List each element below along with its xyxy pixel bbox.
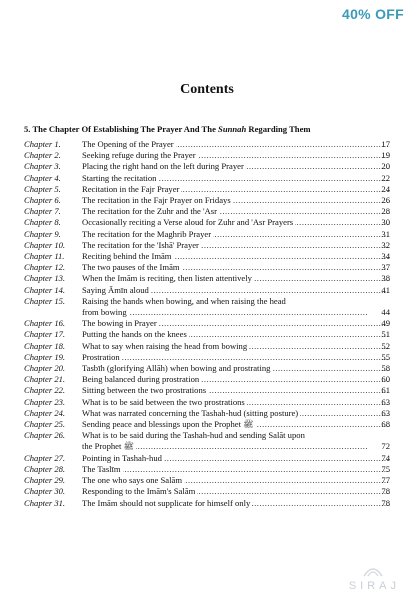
watermark-logo-icon (362, 564, 384, 578)
toc-row[interactable] (24, 453, 390, 464)
toc-row[interactable] (24, 352, 390, 363)
table-of-contents (24, 139, 390, 509)
page-number: 49 (381, 318, 390, 329)
page-number: 34 (381, 251, 390, 262)
page-number: 28 (381, 206, 390, 217)
chapter-title: The recitation for the 'Ishā' Prayer (82, 239, 199, 250)
chapter-label: Chapter 8. (24, 217, 61, 228)
chapter-label: Chapter 20. (24, 363, 66, 374)
watermark: SIRAJ (348, 580, 400, 592)
chapter-label: Chapter 27. (24, 452, 66, 463)
chapter-title: The recitation for the Maghrib Prayer (82, 228, 212, 239)
toc-row[interactable] (24, 374, 390, 385)
page-number: 19 (381, 150, 390, 161)
chapter-label: Chapter 10. (24, 239, 66, 250)
chapter-title: Occasionally reciting a Verse aloud for Zuhr and 'Asr Prayers (82, 217, 294, 228)
chapter-label: Chapter 25. (24, 419, 66, 430)
chapter-title: Sending peace and blessings upon the Prophet ﷺ (82, 419, 254, 430)
chapter-title: Responding to the Imām's Salām (82, 486, 196, 497)
chapter-label: Chapter 23. (24, 396, 66, 407)
chapter-title: The Taslīm (82, 463, 121, 474)
page-number: 60 (381, 374, 390, 385)
chapter-label: Chapter 11. (24, 251, 65, 262)
page-number: 26 (381, 195, 390, 206)
chapter-title: When the Imām is reciting, then listen attentively (82, 273, 252, 284)
toc-row[interactable] (24, 285, 390, 296)
chapter-title: The recitation in the Fajr Prayer on Fridays (82, 195, 231, 206)
chapter-title: Saying Āmīn aloud (82, 284, 149, 295)
toc-row[interactable] (24, 318, 390, 329)
discount-badge: 40% OFF (341, 6, 404, 22)
chapter-title: What was narrated concerning the Tashah-hud (sitting posture) (82, 407, 299, 418)
toc-row[interactable] (24, 498, 390, 509)
page-number: 44 (381, 307, 390, 318)
chapter-label: Chapter 22. (24, 385, 66, 396)
toc-row[interactable] (24, 486, 390, 497)
toc-row[interactable] (24, 430, 390, 452)
chapter-title: The Imām should not supplicate for himself only (82, 497, 251, 508)
chapter-label: Chapter 16. (24, 318, 66, 329)
chapter-label: Chapter 29. (24, 475, 66, 486)
page-number: 31 (381, 228, 390, 239)
chapter-title-continued: the Prophet ﷺ (82, 441, 134, 452)
chapter-label: Chapter 21. (24, 374, 66, 385)
chapter-title: Putting the hands on the knees (82, 329, 187, 340)
chapter-title-continued: from bowing (82, 307, 127, 318)
page-number: 37 (381, 262, 390, 273)
toc-row[interactable] (24, 161, 390, 172)
chapter-label: Chapter 15. (24, 295, 66, 306)
toc-row[interactable] (24, 217, 390, 228)
toc-row[interactable] (24, 173, 390, 184)
toc-row[interactable] (24, 229, 390, 240)
chapter-label: Chapter 3. (24, 161, 61, 172)
toc-row[interactable] (24, 419, 390, 430)
toc-row[interactable] (24, 206, 390, 217)
page-number: 51 (381, 329, 390, 340)
chapter-label: Chapter 24. (24, 407, 66, 418)
chapter-title: Prostration (82, 351, 120, 362)
page-number: 52 (381, 340, 390, 351)
page-number: 68 (381, 419, 390, 430)
toc-row[interactable] (24, 251, 390, 262)
toc-row[interactable] (24, 139, 390, 150)
page-number: 63 (381, 396, 390, 407)
chapter-label: Chapter 2. (24, 150, 61, 161)
page-number: 38 (381, 273, 390, 284)
chapter-title: Being balanced during prostration (82, 374, 200, 385)
chapter-title: What to say when raising the head from bowing (82, 340, 248, 351)
page-number: 75 (381, 463, 390, 474)
toc-row[interactable] (24, 464, 390, 475)
section-heading-prefix: 5. The Chapter Of Establishing The Prayer And The (24, 124, 219, 134)
toc-row[interactable] (24, 150, 390, 161)
page-number: 30 (381, 217, 390, 228)
toc-row[interactable] (24, 273, 390, 284)
page-number: 20 (381, 161, 390, 172)
chapter-label: Chapter 9. (24, 228, 61, 239)
toc-row[interactable] (24, 408, 390, 419)
page-number: 61 (381, 385, 390, 396)
chapter-title: The recitation for the Zuhr and the 'Asr (82, 206, 217, 217)
page-number: 78 (381, 486, 390, 497)
chapter-title: Recitation in the Fajr Prayer (82, 183, 180, 194)
chapter-label: Chapter 6. (24, 195, 61, 206)
page-number: 55 (381, 351, 390, 362)
toc-row[interactable] (24, 385, 390, 396)
toc-row[interactable] (24, 296, 390, 318)
chapter-label: Chapter 5. (24, 183, 61, 194)
chapter-title: Tasbīh (glorifying Allāh) when bowing and prostrating (82, 363, 271, 374)
chapter-label: Chapter 12. (24, 262, 66, 273)
chapter-title: The Opening of the Prayer (82, 139, 174, 149)
chapter-title: Raising the hands when bowing, and when raising the head (82, 295, 286, 306)
chapter-title: The one who says one Salām (82, 475, 182, 486)
page-number: 58 (381, 363, 390, 374)
page-title: Contents (180, 82, 234, 97)
chapter-label: Chapter 13. (24, 273, 66, 284)
chapter-title: Seeking refuge during the Prayer (82, 150, 196, 161)
toc-row[interactable] (24, 195, 390, 206)
chapter-label: Chapter 1. (24, 139, 61, 149)
chapter-title: The bowing in Prayer (82, 318, 157, 329)
chapter-label: Chapter 31. (24, 497, 66, 508)
chapter-label: Chapter 7. (24, 206, 61, 217)
page-number: 74 (381, 452, 390, 463)
page-number: 22 (381, 172, 390, 183)
toc-row[interactable] (24, 363, 390, 374)
toc-row[interactable] (24, 475, 390, 486)
section-heading-suffix: Regarding Them (246, 124, 311, 134)
page-number: 41 (381, 284, 390, 295)
chapter-label: Chapter 19. (24, 351, 66, 362)
toc-row[interactable] (24, 240, 390, 251)
toc-row[interactable] (24, 262, 390, 273)
page-number: 24 (381, 183, 390, 194)
chapter-label: Chapter 17. (24, 329, 66, 340)
page-number: 77 (381, 475, 390, 486)
page-number: 17 (381, 139, 390, 149)
chapter-label: Chapter 14. (24, 284, 66, 295)
toc-row[interactable] (24, 341, 390, 352)
section-heading (24, 124, 396, 134)
chapter-title: Pointing in Tashah-hud (82, 452, 162, 463)
chapter-title: Placing the right hand on the left during Prayer (82, 161, 244, 172)
toc-row[interactable] (24, 397, 390, 408)
toc-row[interactable] (24, 329, 390, 340)
chapter-title: Sitting between the two prostrations (82, 385, 207, 396)
chapter-label: Chapter 18. (24, 340, 66, 351)
chapter-label: Chapter 26. (24, 430, 66, 441)
chapter-label: Chapter 30. (24, 486, 66, 497)
page-number: 63 (381, 407, 390, 418)
page-number: 78 (381, 497, 390, 508)
chapter-title: Reciting behind the Imām (82, 251, 172, 262)
chapter-label: Chapter 28. (24, 463, 66, 474)
section-heading-italic: Sunnah (218, 124, 247, 134)
page-number: 72 (381, 441, 390, 452)
chapter-title: What is to be said between the two prostrations (82, 396, 245, 407)
chapter-title: Starting the recitation (82, 172, 157, 183)
chapter-title: What is to be said during the Tashah-hud and sending Salāt upon (82, 430, 305, 441)
page-number: 32 (381, 239, 390, 250)
chapter-label: Chapter 4. (24, 172, 61, 183)
chapter-title: The two pauses of the Imām (82, 262, 180, 273)
toc-row[interactable] (24, 184, 390, 195)
